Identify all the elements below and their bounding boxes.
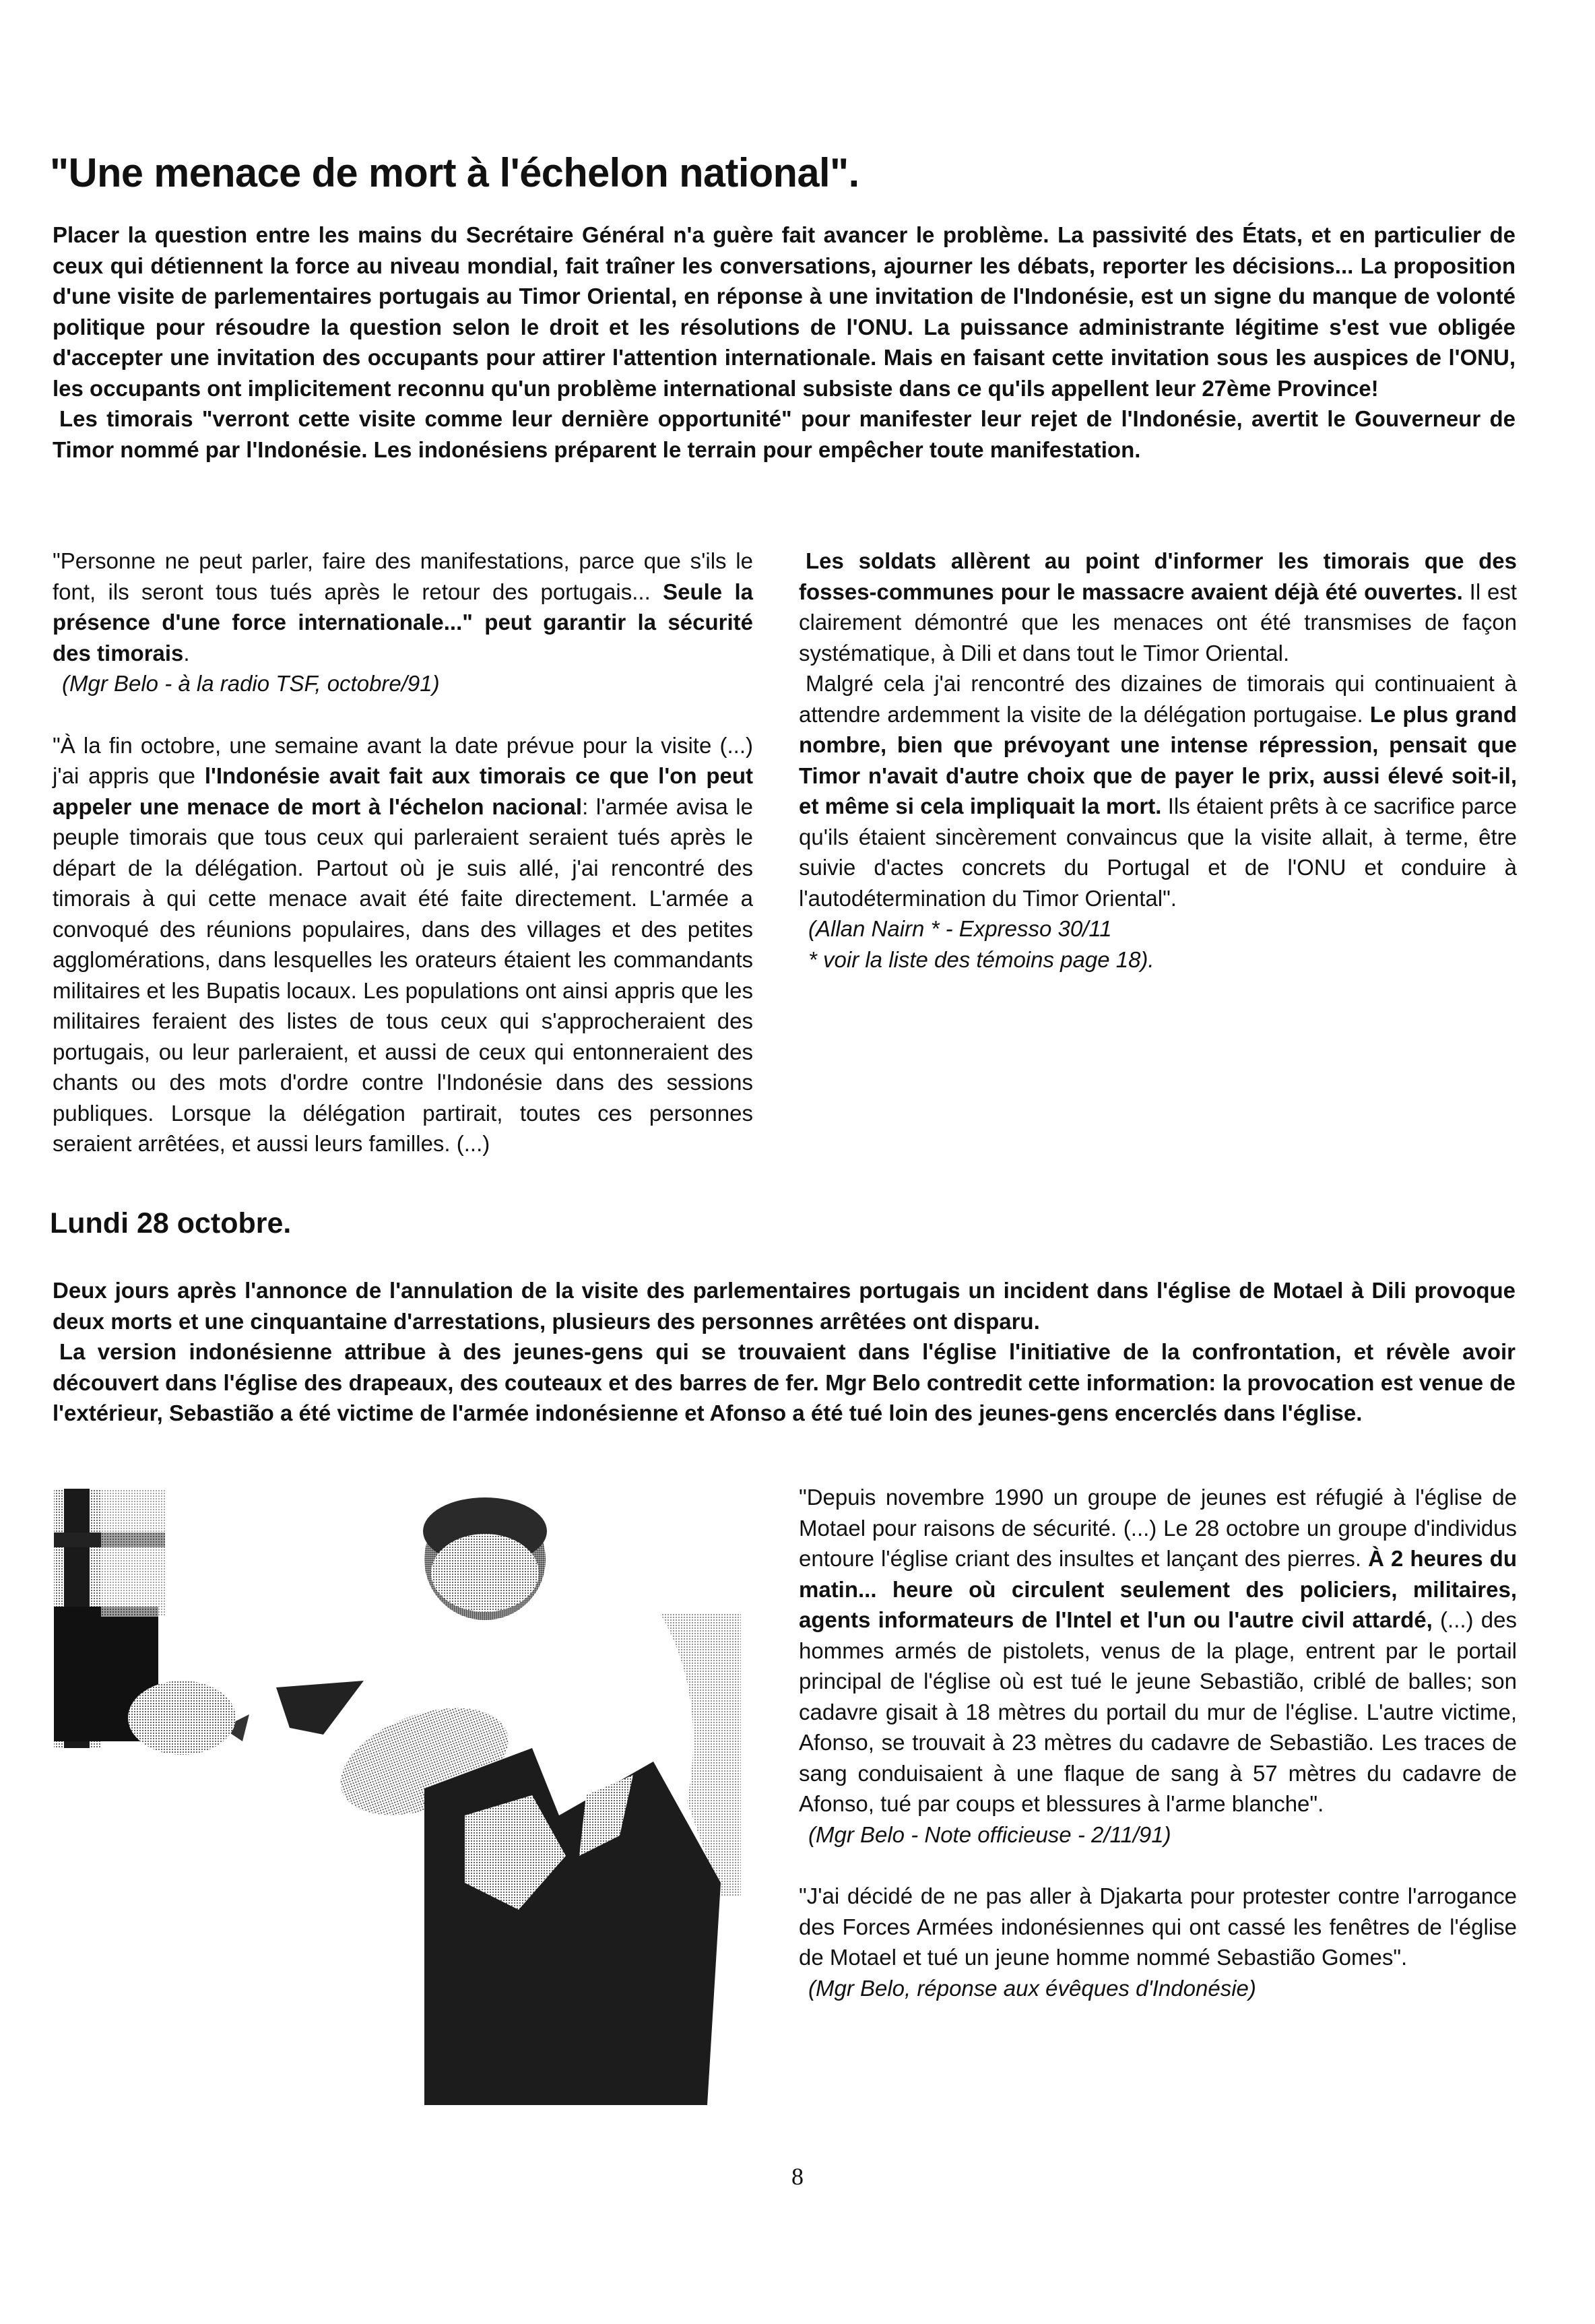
- intro-paragraph: Placer la question entre les mains du Secrétaire Général n'a guère fait avancer le problème. La passivité des États, et en particulier de ceux qui détiennent la force au niveau mondial, fait traîner les conversations, ajourner les débats, reporter les décisions... La proposition d'une visite de parlementaires portugais au Timor Oriental, en réponse à une invitation de l'Indonésie, est un signe du manque de volonté politique pour résoudre la question selon le droit et les résolutions de l'ONU. La puissance administrante légitime s'est vue obligée d'accepter une invitation des occupants pour attirer l'attention internationale. Mais en faisant cette invitation sous les auspices de l'ONU, les occupants ont implicitement reconnu qu'un problème international subsiste dans ce qu'ils appellent leur 27ème Province!: [53, 222, 1516, 401]
- section-paragraph: La version indonésienne attribue à des jeunes-gens qui se trouvaient dans l'église l'initiative de la confrontation, et révèle avoir découvert dans l'église des drapeaux, des couteaux et des barres de fer. Mgr Belo contredit cette information: la provocation est venue de l'extérieur, Sebastião a été victime de l'armée indonésienne et Afonso a été tué loin des jeunes-gens encerclés dans l'église.: [53, 1339, 1516, 1425]
- section-body: [53, 1275, 1516, 1429]
- page-number: 8: [791, 2163, 804, 2190]
- quote-nairn-part1: "À la fin octobre, une semaine avant la date prévue pour la visite (...) j'ai appris que l'Indonésie avait fait aux timorais ce que l'on peut appeler une menace de mort à l'échelon nacional: l'armée avisa le peuple timorais que tous ceux qui parleraient seraient tués après le départ de la délégation. Partout où je suis allé, j'ai rencontré des timorais à qui cette menace avait été faite directement. L'armée a convoqué des réunions populaires, dans des villages et des petites agglomérations, dans lesquelles les orateurs étaient les commandants militaires et les Bupatis locaux. Les populations ont ainsi appris que les militaires feraient des listes de tous ceux qui s'approcheraient des portugais, ou leur parleraient, et aussi de ceux qui entonneraient des chants ou des mots d'ordre contre l'Indonésie dans des sessions publiques. Lorsque la délégation partirait, toutes ces personnes seraient arrêtées, et aussi leurs familles. (...): [53, 732, 753, 1156]
- citation: (Mgr Belo - Note officieuse - 2/11/91): [808, 1821, 1171, 1847]
- left-column: [53, 546, 753, 1159]
- quote-belo-reponse: "J'ai décidé de ne pas aller à Djakarta pour protester contre l'arrogance des Forces Armées indonésiennes qui ont cassé les fenêtres de l'église de Motael et tué un jeune homme nommé Sebastião Gomes".: [799, 1883, 1517, 1970]
- quote-belo-radio: "Personne ne peut parler, faire des manifestations, parce que s'ils le font, ils seront tous tués après le retour des portugais... Seule la présence d'une force internationale..." peut garantir la sécurité des timorais.: [53, 548, 753, 666]
- quote-nairn-part3: Malgré cela j'ai rencontré des dizaines de timorais qui continuaient à attendre ardemment la visite de la délégation portugaise. Le plus grand nombre, bien que prévoyant une intense répression, pensait que Timor n'avait d'autre choix que de payer le prix, aussi élevé soit-il, et même si cela impliquait la mort. Ils étaient prêts à ce sacrifice parce qu'ils étaient sincèrement convaincus que la visite allait, à terme, être suivie d'actes concrets du Portugal et de l'ONU et conduire à l'autodétermination du Timor Oriental".: [799, 671, 1517, 911]
- right-column-quotes: [799, 1482, 1517, 2003]
- citation: (Mgr Belo, réponse aux évêques d'Indonésie): [808, 1975, 1256, 2001]
- citation: (Allan Nairn * - Expresso 30/11: [808, 916, 1112, 941]
- citation: (Mgr Belo - à la radio TSF, octobre/91): [62, 671, 440, 696]
- footnote: * voir la liste des témoins page 18).: [808, 946, 1154, 972]
- quote-belo-note: "Depuis novembre 1990 un groupe de jeunes est réfugié à l'église de Motael pour raisons de sécurité. (...) Le 28 octobre un groupe d'individus entoure l'église criant des insultes et lançant des pierres. À 2 heures du matin... heure où circulent seulement des policiers, militaires, agents informateurs de l'Intel et l'un ou l'autre civil attardé, (...) des hommes armés de pistolets, venus de la plage, entrent par le portail principal de l'église où est tué le jeune Sebastião, criblé de balles; son cadavre gisait à 18 mètres du portail du mur de l'église. L'autre victime, Afonso, se trouvait à 23 mètres du cadavre de Sebastião. Les traces de sang conduisaient à une flaque de sang à 57 mètres du cadavre de Afonso, tué par coups et blessures à l'arme blanche".: [799, 1485, 1517, 1816]
- quote-nairn-part2: Les soldats allèrent au point d'informer les timorais que des fosses-communes pour le massacre avaient déjà été ouvertes. Il est clairement démontré que les menaces ont été transmises de façon systématique, à Dili et dans tout le Timor Oriental.: [799, 548, 1517, 666]
- intro-paragraph: Les timorais "verront cette visite comme leur dernière opportunité" pour manifester leur rejet de l'Indonésie, avertit le Gouverneur de Timor nommé par l'Indonésie. Les indonésiens préparent le terrain pour empêcher toute manifestation.: [53, 406, 1516, 462]
- article-title: "Une menace de mort à l'échelon national".: [50, 150, 859, 195]
- right-column: [799, 546, 1517, 975]
- section-paragraph: Deux jours après l'annonce de l'annulation de la visite des parlementaires portugais un incident dans l'église de Motael à Dili provoque deux morts et une cinquantaine d'arrestations, plusieurs des personnes arrêtées ont disparu.: [53, 1278, 1516, 1334]
- intro-section: [53, 220, 1516, 465]
- photo-mgr-belo: [47, 1479, 741, 2105]
- section-heading: Lundi 28 octobre.: [50, 1207, 292, 1239]
